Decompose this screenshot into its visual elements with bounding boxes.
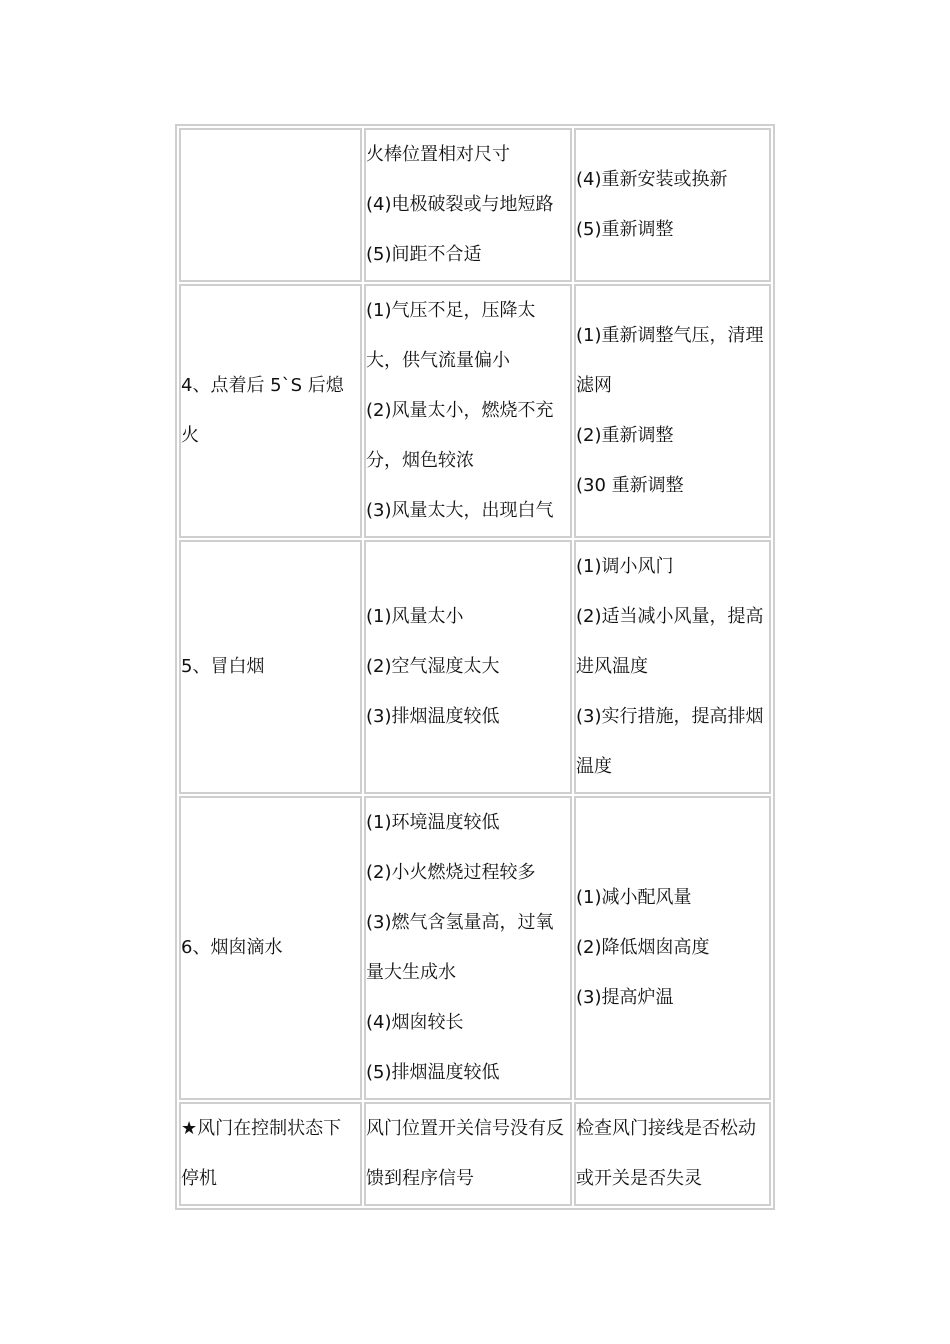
troubleshooting-table	[175, 124, 775, 1210]
fault-cell	[179, 796, 362, 1100]
cause-line: (4)烟囱较长	[366, 1012, 464, 1033]
fault-cell	[179, 1102, 362, 1206]
remedy-cell	[574, 796, 771, 1100]
fault-line: 停机	[181, 1168, 217, 1189]
remedy-line: (2)重新调整	[576, 425, 674, 446]
cause-cell	[364, 796, 572, 1100]
cause-line: (1)气压不足，压降太	[366, 300, 536, 321]
remedy-line: (4)重新安装或换新	[576, 169, 728, 190]
remedy-cell	[574, 284, 771, 538]
cause-line: 风门位置开关信号没有反	[366, 1118, 564, 1139]
remedy-line: 或开关是否失灵	[576, 1168, 702, 1189]
cause-line: 火棒位置相对尺寸	[366, 144, 510, 165]
remedy-cell	[574, 1102, 771, 1206]
remedy-line: 温度	[576, 756, 612, 777]
cause-cell	[364, 1102, 572, 1206]
remedy-cell	[574, 128, 771, 282]
cause-line: (5)排烟温度较低	[366, 1062, 500, 1083]
cause-line: (3)风量太大，出现白气	[366, 500, 554, 521]
cause-line: (3)燃气含氢量高，过氧	[366, 912, 554, 933]
cause-line: (4)电极破裂或与地短路	[366, 194, 554, 215]
fault-line: 5、冒白烟	[181, 656, 265, 677]
cause-cell	[364, 540, 572, 794]
remedy-line: (1)调小风门	[576, 556, 674, 577]
fault-line: 火	[181, 425, 199, 446]
fault-cell	[179, 128, 362, 282]
remedy-line: 检查风门接线是否松动	[576, 1118, 756, 1139]
table-row	[179, 540, 771, 794]
table-row	[179, 1102, 771, 1206]
cause-line: (2)小火燃烧过程较多	[366, 862, 536, 883]
cause-line: (2)空气湿度太大	[366, 656, 500, 677]
cause-line: (3)排烟温度较低	[366, 706, 500, 727]
remedy-line: (3)实行措施，提高排烟	[576, 706, 764, 727]
remedy-line: (2)适当减小风量，提高	[576, 606, 764, 627]
remedy-line: (1)重新调整气压，清理	[576, 325, 764, 346]
table-row	[179, 128, 771, 282]
cause-line: 量大生成水	[366, 962, 456, 983]
fault-cell	[179, 284, 362, 538]
cause-line: (5)间距不合适	[366, 244, 482, 265]
remedy-line: (3)提高炉温	[576, 987, 674, 1008]
cause-line: 大，供气流量偏小	[366, 350, 510, 371]
cause-line: (1)环境温度较低	[366, 812, 500, 833]
remedy-line: 进风温度	[576, 656, 648, 677]
fault-line: 4、点着后 5`S 后熄	[181, 375, 344, 396]
remedy-line: (30 重新调整	[576, 475, 684, 496]
remedy-line: (5)重新调整	[576, 219, 674, 240]
cause-line: 分，烟色较浓	[366, 450, 474, 471]
cause-cell	[364, 284, 572, 538]
table-row	[179, 796, 771, 1100]
remedy-line: (2)降低烟囱高度	[576, 937, 710, 958]
remedy-cell	[574, 540, 771, 794]
cause-cell	[364, 128, 572, 282]
cause-line: (2)风量太小，燃烧不充	[366, 400, 554, 421]
table-row	[179, 284, 771, 538]
fault-line: 6、烟囱滴水	[181, 937, 283, 958]
fault-cell	[179, 540, 362, 794]
cause-line: (1)风量太小	[366, 606, 464, 627]
remedy-line: (1)减小配风量	[576, 887, 692, 908]
remedy-line: 滤网	[576, 375, 612, 396]
cause-line: 馈到程序信号	[366, 1168, 474, 1189]
fault-line: ★风门在控制状态下	[181, 1118, 342, 1139]
